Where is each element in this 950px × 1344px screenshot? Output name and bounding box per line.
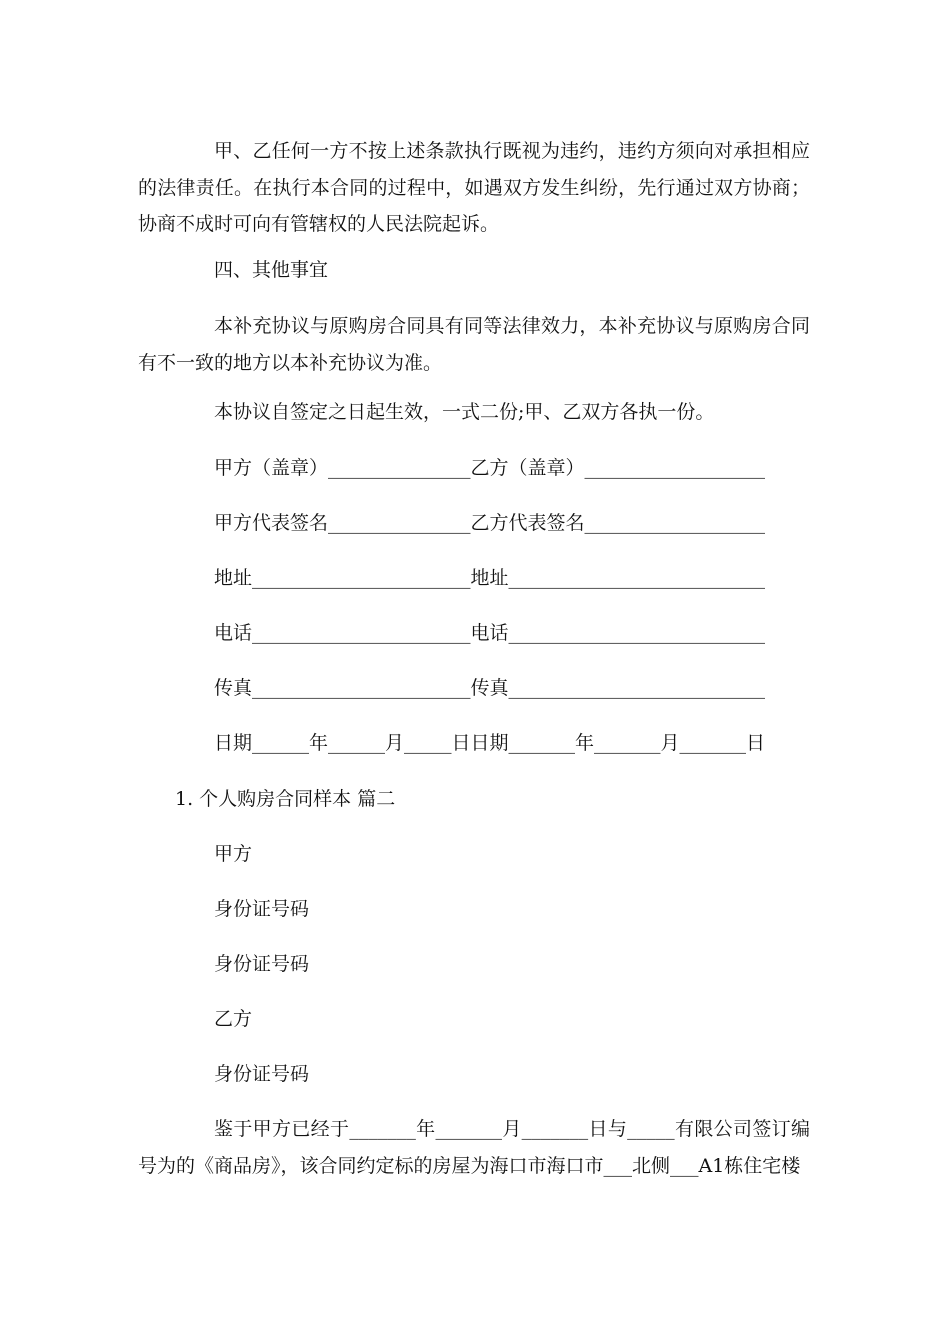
signature-address-line: 地址_______________________地址___________________________ (214, 567, 766, 589)
breach-paragraph: 甲、乙任何一方不按上述条款执行既视为违约，违约方须向对承担相应的法律责任。在执行本合同的过程中，如遇双方发生纠纷，先行通过双方协商；协商不成时可向有管辖权的人民法院起诉。 (138, 140, 810, 235)
party-b-label: 乙方 (214, 1008, 253, 1030)
signature-seal-line: 甲方（盖章）_______________乙方（盖章）___________________ (214, 457, 766, 479)
id-number-label: 身份证号码 (214, 898, 310, 920)
effective-paragraph: 本协议自签定之日起生效，一式二份;甲、乙双方各执一份。 (214, 401, 715, 423)
id-number-label: 身份证号码 (214, 1063, 310, 1085)
recital-paragraph: 鉴于甲方已经于_______年_______月_______日与_____有限公司签订编号为的《商品房》，该合同约定标的房屋为海口市海口市___北侧___A1栋住宅楼 (138, 1118, 810, 1177)
section-heading: 四、其他事宜 (214, 259, 329, 281)
signature-rep-line: 甲方代表签名_______________乙方代表签名___________________ (214, 512, 766, 534)
signature-date-line: 日期______年______月_____日日期_______年_______月_______日 (214, 732, 766, 754)
signature-fax-line: 传真_______________________传真___________________________ (214, 677, 766, 699)
validity-paragraph: 本补充协议与原购房合同具有同等法律效力，本补充协议与原购房合同有不一致的地方以本补充协议为准。 (138, 315, 810, 374)
id-number-label: 身份证号码 (214, 953, 310, 975)
article-heading: 1. 个人购房合同样本 篇二 (175, 788, 396, 810)
signature-phone-line: 电话_______________________电话___________________________ (214, 622, 766, 644)
party-a-label: 甲方 (214, 843, 253, 865)
